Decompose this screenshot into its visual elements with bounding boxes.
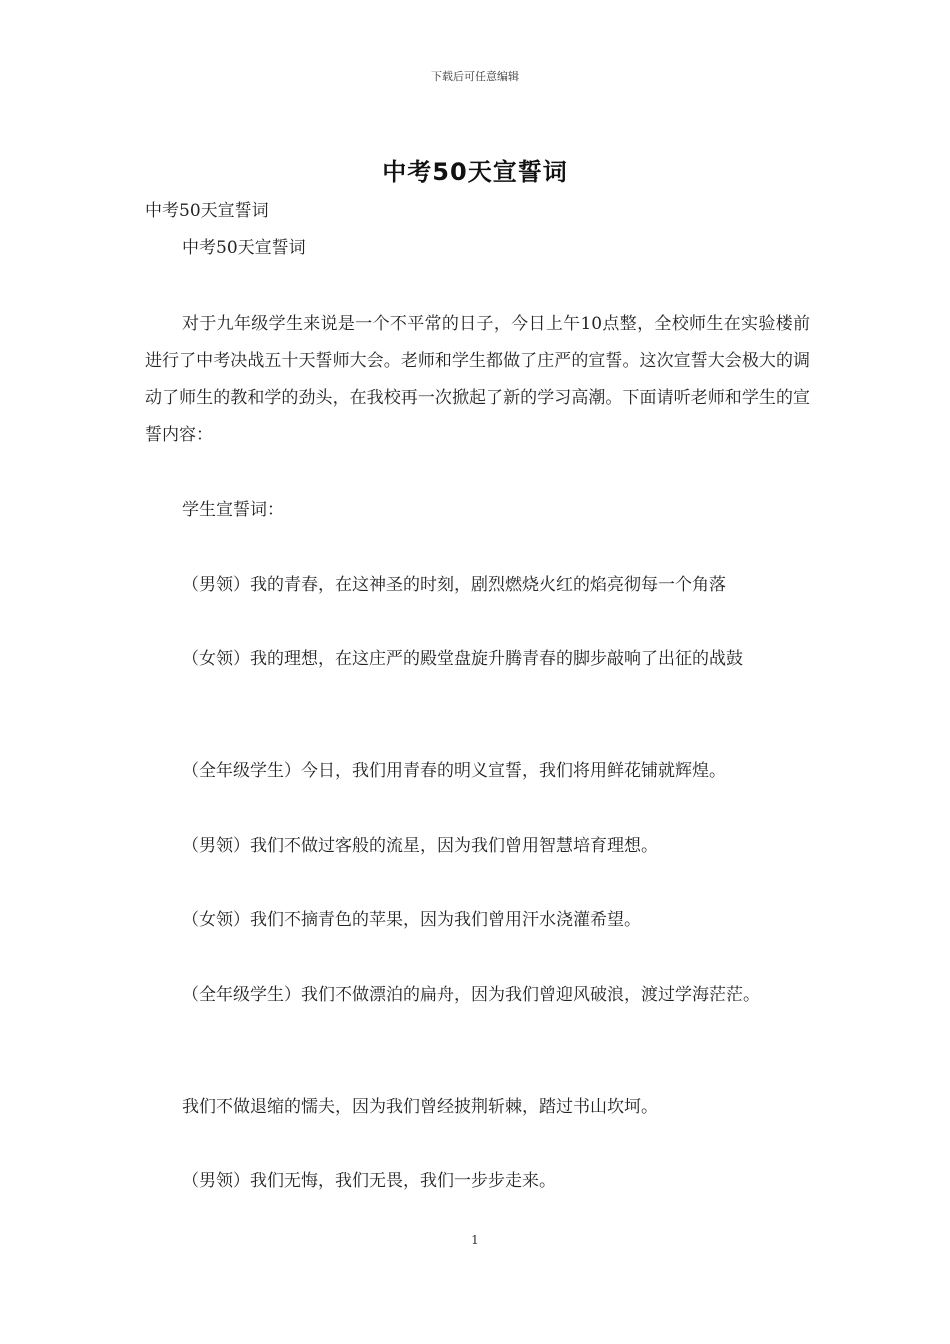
document-title: 中考50天宣誓词	[382, 158, 568, 186]
paragraph-oath-line: （男领）我们无悔，我们无畏，我们一步步走来。	[182, 1171, 556, 1191]
paragraph-oath-line: （男领）我的青春，在这神圣的时刻，剧烈燃烧火红的焰亮彻每一个角落	[182, 575, 726, 595]
paragraph-oath-line: （女领）我的理想，在这庄严的殿堂盘旋升腾青春的脚步敲响了出征的战鼓	[182, 649, 743, 669]
paragraph-heading: 中考50天宣誓词	[145, 201, 269, 221]
paragraph-student-oath-label: 学生宣誓词：	[182, 500, 284, 520]
paragraph-subheading: 中考50天宣誓词	[182, 238, 306, 258]
page-number: 1	[471, 1233, 479, 1247]
paragraph-oath-line: （全年级学生）今日，我们用青春的明义宣誓，我们将用鲜花铺就辉煌。	[182, 761, 726, 781]
paragraph-oath-line: （男领）我们不做过客般的流星，因为我们曾用智慧培育理想。	[182, 836, 658, 856]
page-header: 下载后可任意编辑	[431, 70, 519, 83]
paragraph-oath-line: 我们不做退缩的懦夫，因为我们曾经披荆斩棘，踏过书山坎坷。	[182, 1097, 658, 1117]
paragraph-oath-line: （女领）我们不摘青色的苹果，因为我们曾用汗水浇灌希望。	[182, 910, 641, 930]
paragraph-oath-line: （全年级学生）我们不做漂泊的扁舟，因为我们曾迎风破浪，渡过学海茫茫。	[182, 985, 760, 1005]
paragraph-intro: 对于九年级学生来说是一个不平常的日子，今日上午10点整，全校师生在实验楼前进行了中考决战五十天誓师大会。老师和学生都做了庄严的宣誓。这次宣誓大会极大的调动了师生的教和学的劲头，在我校再一次掀起了新的学习高潮。下面请听老师和学生的宣誓内容：	[145, 314, 810, 445]
